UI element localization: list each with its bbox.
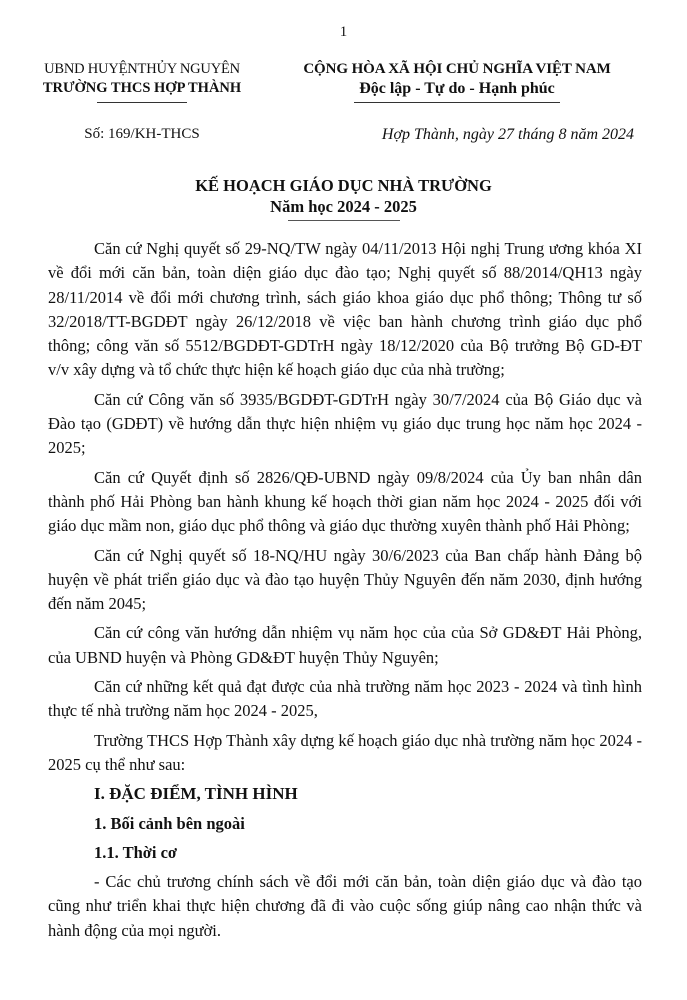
national-title: CỘNG HÒA XÃ HỘI CHỦ NGHĨA VIỆT NAM [303, 61, 611, 77]
document-body [48, 237, 642, 948]
body-paragraph: Căn cứ công văn hướng dẫn nhiệm vụ năm học của của Sở GD&ĐT Hải Phòng, của UBND huyện và Phòng GD&ĐT huyện Thủy Nguyên; [48, 623, 642, 667]
body-paragraph: Căn cứ những kết quả đạt được của nhà trường năm học 2023 - 2024 và tình hình thực tế nhà trường năm học 2024 - 2025, [48, 677, 642, 721]
parent-organization: UBND HUYỆNTHỦY NGUYÊN [44, 61, 240, 77]
place-and-date: Hợp Thành, ngày 27 tháng 8 năm 2024 [381, 126, 634, 143]
school-name-underline [97, 102, 187, 103]
body-paragraph: Căn cứ Quyết định số 2826/QĐ-UBND ngày 09/8/2024 của Ủy ban nhân dân thành phố Hải Phòng ban hành khung kế hoạch thời gian năm học 2024 - 2025 đối với giáo dục mầm non, giáo dục phổ thông và giáo dục thường xuyên thành phố Hải Phòng; [48, 467, 642, 536]
issuing-authority-block [30, 60, 254, 144]
body-paragraph: - Các chủ trương chính sách về đổi mới căn bản, toàn diện giáo dục và đào tạo cũng như triển khai thực hiện chương đã đi vào cuộc sống giúp nâng cao nhận thức và hành động của mọi người. [48, 872, 642, 940]
document-title-block [0, 175, 687, 221]
national-motto: Độc lập - Tự do - Hạnh phúc [359, 80, 555, 97]
body-paragraph: Căn cứ Nghị quyết số 18-NQ/HU ngày 30/6/2023 của Ban chấp hành Đảng bộ huyện về phát triển giáo dục và đào tạo huyện Thủy Nguyên đến năm 2030, định hướng đến năm 2045; [48, 545, 642, 614]
document-subtitle: Năm học 2024 - 2025 [270, 197, 417, 216]
subsection-heading: 1. Bối cảnh bên ngoài [94, 813, 245, 833]
body-paragraph: Căn cứ Nghị quyết số 29-NQ/TW ngày 04/11/2013 Hội nghị Trung ương khóa XI về đổi mới căn bản, toàn diện giáo dục đào tạo; Nghị quyết số 88/2014/QH13 ngày 28/11/2014 về đổi mới chương trình, sách giáo khoa giáo dục phổ thông; Thông tư số 32/2018/TT-BGDĐT ngày 26/12/2018 về việc ban hành chương trình giáo dục phổ thông; công văn số 5512/BGDĐT-GDTrH ngày 18/12/2020 của Bộ trưởng Bộ GD-ĐT v/v xây dựng và tổ chức thực hiện kế hoạch giáo dục của nhà trường; [48, 239, 642, 380]
subsubsection-heading: 1.1. Thời cơ [94, 842, 178, 862]
motto-underline [354, 102, 560, 103]
school-name: TRƯỜNG THCS HỢP THÀNH [42, 80, 242, 96]
national-header-block [272, 60, 642, 144]
section-heading: I. ĐẶC ĐIỂM, TÌNH HÌNH [94, 784, 298, 804]
body-paragraph: Trường THCS Hợp Thành xây dựng kế hoạch giáo dục nhà trường năm học 2024 - 2025 cụ thể như sau: [48, 730, 642, 774]
subtitle-underline [288, 220, 400, 221]
document-title: KẾ HOẠCH GIÁO DỤC NHÀ TRƯỜNG [195, 176, 492, 195]
body-paragraph: Căn cứ Công văn số 3935/BGDĐT-GDTrH ngày 30/7/2024 của Bộ Giáo dục và Đào tạo (GDĐT) về hướng dẫn thực hiện nhiệm vụ giáo dục trung học năm học 2024 - 2025; [48, 389, 642, 458]
page-number: 1 [339, 24, 348, 40]
document-number: Số: 169/KH-THCS [84, 126, 200, 142]
